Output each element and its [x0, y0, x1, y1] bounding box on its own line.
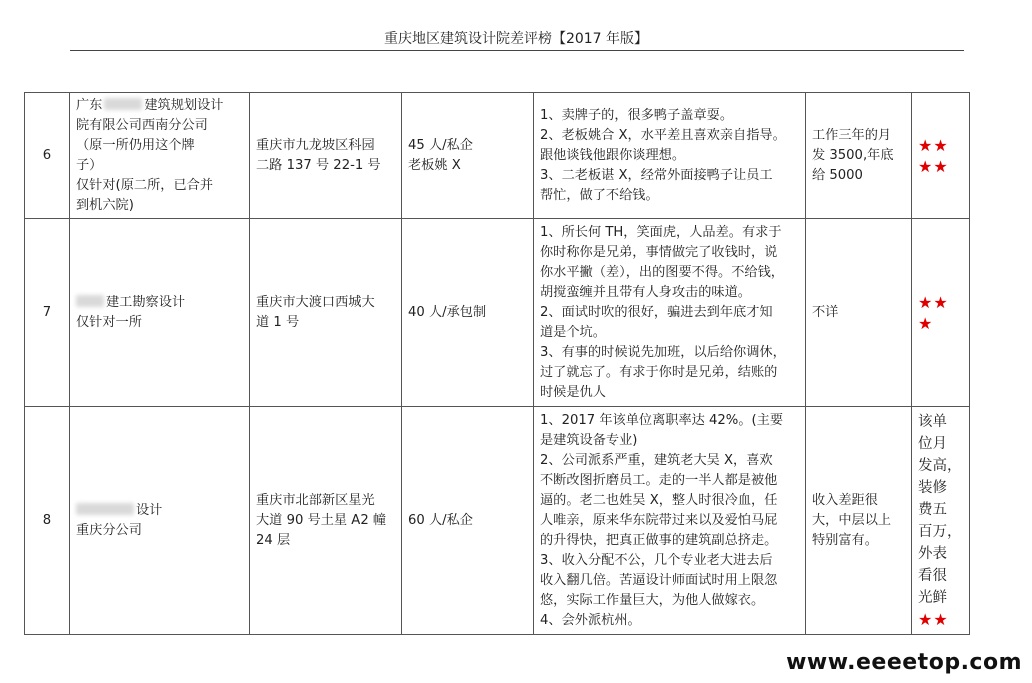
redacted-text — [104, 98, 142, 110]
comment-line: 跟他谈钱他跟你谈理想。 — [540, 147, 686, 163]
pay-line: 发 3500,年底 — [812, 147, 894, 163]
comment-line: 3、收入分配不公，几个专业老大进去后 — [540, 552, 773, 568]
company-name-line: 广东 — [76, 97, 103, 113]
rating-cell — [912, 407, 970, 635]
row-number: 7 — [25, 219, 70, 407]
star-rating: ★★ — [918, 610, 949, 629]
company-name-line: 仅针对一所 — [76, 314, 142, 330]
rating-note-line: 发高， — [918, 458, 962, 474]
address-line: 重庆市大渡口西城大 — [256, 294, 375, 310]
comment-line: 道是个坑。 — [540, 324, 606, 340]
company-name-line: 仅针对(原二所，已合并 — [76, 177, 214, 193]
pay-line: 大，中层以上 — [812, 512, 892, 528]
company-name-line: （原一所仍用这个牌 — [76, 137, 195, 153]
scale-cell — [402, 93, 534, 219]
comment-line: 收入翻几倍。苦逼设计师面试时用上限忽 — [540, 572, 778, 588]
address-line: 重庆市北部新区星光 — [256, 492, 375, 508]
ranking-table — [24, 92, 970, 635]
pay-line: 收入差距很 — [812, 492, 878, 508]
comment-line: 3、二老板谌 X，经常外面接鸭子让员工 — [540, 167, 773, 183]
table-row — [25, 407, 970, 635]
scale-line: 40 人/承包制 — [408, 304, 487, 320]
star-rating: ★★ — [918, 156, 949, 176]
company-name-line: 院有限公司西南分公司 — [76, 117, 208, 133]
comments-cell — [534, 407, 806, 635]
company-name-cell — [70, 93, 250, 219]
address-cell — [250, 93, 402, 219]
rating-note-line: 百万， — [918, 524, 962, 540]
pay-line: 工作三年的月 — [812, 127, 892, 143]
pay-line: 给 5000 — [812, 167, 863, 183]
company-name-cell — [70, 407, 250, 635]
comment-line: 你水平撇（差），出的图要不得。不给钱， — [540, 264, 784, 280]
rating-note-line: 光鲜 — [918, 590, 947, 606]
company-name-line: 到机六院) — [76, 197, 134, 213]
rating-note-line: 该单 — [918, 414, 947, 430]
comment-line: 人唯亲，原来华东院带过来以及爱怕马屁 — [540, 512, 778, 528]
table-row — [25, 219, 970, 407]
scale-cell — [402, 219, 534, 407]
comment-line: 帮忙，做了不给钱。 — [540, 187, 659, 203]
address-line: 道 1 号 — [256, 314, 300, 330]
header-divider — [70, 50, 964, 51]
comments-cell — [534, 219, 806, 407]
comment-line: 时候是仇人 — [540, 384, 606, 400]
address-line: 重庆市九龙坡区科园 — [256, 137, 375, 153]
rating-note-line: 位月 — [918, 436, 947, 452]
comment-line: 胡搅蛮缠并且带有人身攻击的味道。 — [540, 284, 751, 300]
pay-cell — [806, 93, 912, 219]
comment-line: 的升得快，把真正做事的建筑副总挤走。 — [540, 532, 778, 548]
comment-line: 2、老板姚合 X，水平差且喜欢亲自指导。 — [540, 127, 786, 143]
rating-note-line: 外表 — [918, 546, 947, 562]
company-name-line: 重庆分公司 — [76, 522, 142, 538]
address-line: 大道 90 号土星 A2 幢 — [256, 512, 387, 528]
comment-line: 2、公司派系严重，建筑老大吴 X，喜欢 — [540, 452, 773, 468]
star-rating: ★ — [918, 313, 934, 333]
address-cell — [250, 219, 402, 407]
redacted-text — [76, 503, 134, 515]
scale-line: 老板姚 X — [408, 157, 461, 173]
star-rating: ★★ — [918, 135, 949, 155]
company-name-line: 建筑规划设计 — [144, 97, 224, 113]
comment-line: 悠，实际工作量巨大，为他人做嫁衣。 — [540, 592, 765, 608]
row-number: 6 — [25, 93, 70, 219]
comment-line: 1、卖牌子的，很多鸭子盖章耍。 — [540, 107, 734, 123]
comment-line: 1、2017 年该单位离职率达 42%。(主要 — [540, 412, 784, 428]
pay-line: 不详 — [812, 304, 839, 320]
company-name-line: 建工勘察设计 — [106, 294, 186, 310]
row-number: 8 — [25, 407, 70, 635]
comment-line: 不断改图折磨员工。走的一半人都是被他 — [540, 472, 778, 488]
site-watermark: www.eeeetop.com — [786, 650, 1022, 675]
address-line: 二路 137 号 22-1 号 — [256, 157, 381, 173]
rating-note-line: 装修 — [918, 480, 947, 496]
comment-line: 1、所长何 TH，笑面虎，人品差。有求于 — [540, 224, 782, 240]
pay-line: 特别富有。 — [812, 532, 878, 548]
company-name-line: 设计 — [136, 502, 163, 518]
pay-cell — [806, 219, 912, 407]
redacted-text — [76, 295, 104, 307]
rating-cell — [912, 219, 970, 407]
company-name-cell — [70, 219, 250, 407]
company-name-line: 子） — [76, 157, 103, 173]
comment-line: 你时称你是兄弟，事情做完了收钱时，说 — [540, 244, 778, 260]
scale-line: 45 人/私企 — [408, 137, 473, 153]
comment-line: 是建筑设备专业) — [540, 432, 638, 448]
page-title: 重庆地区建筑设计院差评榜【2017 年版】 — [383, 31, 649, 47]
rating-cell — [912, 93, 970, 219]
comment-line: 逼的。老二也姓吴 X，整人时很冷血，任 — [540, 492, 778, 508]
address-line: 24 层 — [256, 532, 291, 548]
comment-line: 2、面试时吹的很好，骗进去到年底才知 — [540, 304, 773, 320]
comment-line: 3、有事的时候说先加班，以后给你调休， — [540, 344, 786, 360]
scale-line: 60 人/私企 — [408, 512, 473, 528]
pay-cell — [806, 407, 912, 635]
rating-note-line: 看很 — [918, 568, 947, 584]
star-rating: ★★ — [918, 292, 949, 312]
comments-cell — [534, 93, 806, 219]
address-cell — [250, 407, 402, 635]
comment-line: 4、会外派杭州。 — [540, 612, 641, 628]
comment-line: 过了就忘了。有求于你时是兄弟，结账的 — [540, 364, 778, 380]
table-row — [25, 93, 970, 219]
scale-cell — [402, 407, 534, 635]
rating-note-line: 费五 — [918, 502, 947, 518]
